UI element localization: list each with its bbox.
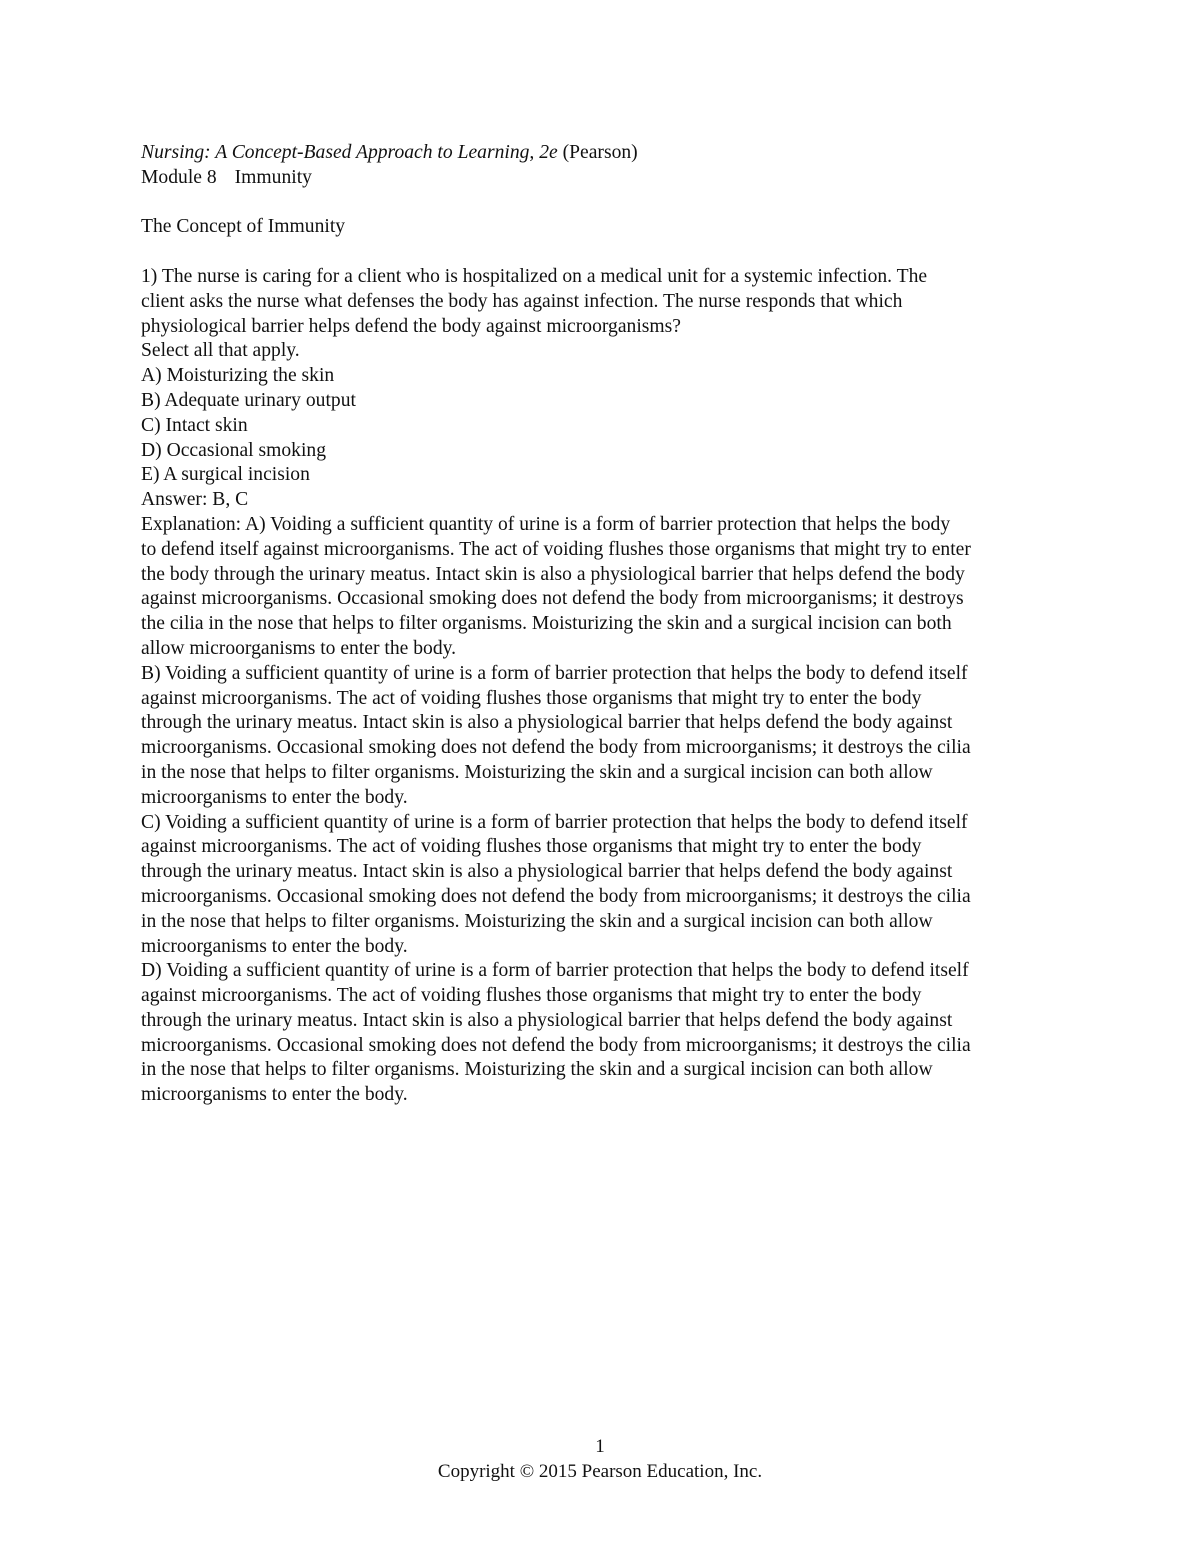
option-b: B) Adequate urinary output <box>141 389 356 411</box>
explanation-line: against microorganisms. The act of voiding flushes those organisms that might try to enter the body <box>141 985 922 1007</box>
explanation-line: in the nose that helps to filter organisms. Moisturizing the skin and a surgical incision can both allow <box>141 1059 933 1081</box>
question-stem-line: physiological barrier helps defend the body against microorganisms? <box>141 315 681 337</box>
explanation-line: the cilia in the nose that helps to filter organisms. Moisturizing the skin and a surgical incision can both <box>141 613 952 635</box>
copyright-notice: Copyright © 2015 Pearson Education, Inc. <box>437 1461 763 1482</box>
explanation-line: the body through the urinary meatus. Intact skin is also a physiological barrier that helps defend the body <box>141 563 965 585</box>
explanation-line: in the nose that helps to filter organisms. Moisturizing the skin and a surgical incision can both allow <box>141 910 933 932</box>
explanation-line: microorganisms. Occasional smoking does not defend the body from microorganisms; it destroys the cilia <box>141 1034 971 1056</box>
explanation-line: to defend itself against microorganisms. The act of voiding flushes those organisms that might try to enter <box>141 538 971 560</box>
module-number: Module 8 <box>141 166 217 188</box>
document-body <box>141 141 1061 1108</box>
explanation-line: through the urinary meatus. Intact skin is also a physiological barrier that helps defend the body against <box>141 1009 953 1031</box>
page-number: 1 <box>595 1436 605 1457</box>
explanation-line: through the urinary meatus. Intact skin is also a physiological barrier that helps defend the body against <box>141 861 953 883</box>
option-c: C) Intact skin <box>141 414 248 436</box>
explanation-line: against microorganisms. The act of voiding flushes those organisms that might try to enter the body <box>141 687 922 709</box>
explanation-line: through the urinary meatus. Intact skin is also a physiological barrier that helps defend the body against <box>141 712 953 734</box>
explanation-line: D) Voiding a sufficient quantity of urine is a form of barrier protection that helps the body to defend itself <box>141 960 969 982</box>
explanation-line: microorganisms to enter the body. <box>141 786 408 808</box>
option-e: E) A surgical incision <box>141 464 310 486</box>
module-name: Immunity <box>234 166 312 188</box>
option-a: A) Moisturizing the skin <box>141 365 335 387</box>
question-stem-line: client asks the nurse what defenses the body has against infection. The nurse responds that which <box>141 290 903 312</box>
explanation-line: microorganisms. Occasional smoking does not defend the body from microorganisms; it destroys the cilia <box>141 885 971 907</box>
explanation-line: C) Voiding a sufficient quantity of urine is a form of barrier protection that helps the body to defend itself <box>141 811 968 833</box>
explanation-line: allow microorganisms to enter the body. <box>141 637 457 659</box>
book-title: Nursing: A Concept-Based Approach to Learning, 2e <box>141 142 558 163</box>
explanation-line: microorganisms to enter the body. <box>141 935 408 957</box>
question-instruction: Select all that apply. <box>141 340 300 362</box>
option-d: D) Occasional smoking <box>141 439 327 461</box>
question-stem-line: 1) The nurse is caring for a client who is hospitalized on a medical unit for a systemic infection. The <box>141 265 928 287</box>
explanation-line: Explanation: A) Voiding a sufficient quantity of urine is a form of barrier protection that helps the body <box>141 513 951 535</box>
publisher: (Pearson) <box>557 142 638 163</box>
book-header <box>141 141 1061 166</box>
question-block <box>141 265 1061 1108</box>
explanation-line: B) Voiding a sufficient quantity of urine is a form of barrier protection that helps the body to defend itself <box>141 662 968 684</box>
module-line <box>141 166 1061 191</box>
explanation <box>141 513 1061 1108</box>
answer-line: Answer: B, C <box>141 489 249 511</box>
explanation-line: microorganisms. Occasional smoking does not defend the body from microorganisms; it destroys the cilia <box>141 737 971 759</box>
explanation-line: against microorganisms. The act of voiding flushes those organisms that might try to enter the body <box>141 836 922 858</box>
explanation-line: against microorganisms. Occasional smoking does not defend the body from microorganisms; it destroys <box>141 588 964 610</box>
explanation-line: microorganisms to enter the body. <box>141 1084 408 1106</box>
explanation-line: in the nose that helps to filter organisms. Moisturizing the skin and a surgical incision can both allow <box>141 761 933 783</box>
section-title: The Concept of Immunity <box>141 216 346 238</box>
